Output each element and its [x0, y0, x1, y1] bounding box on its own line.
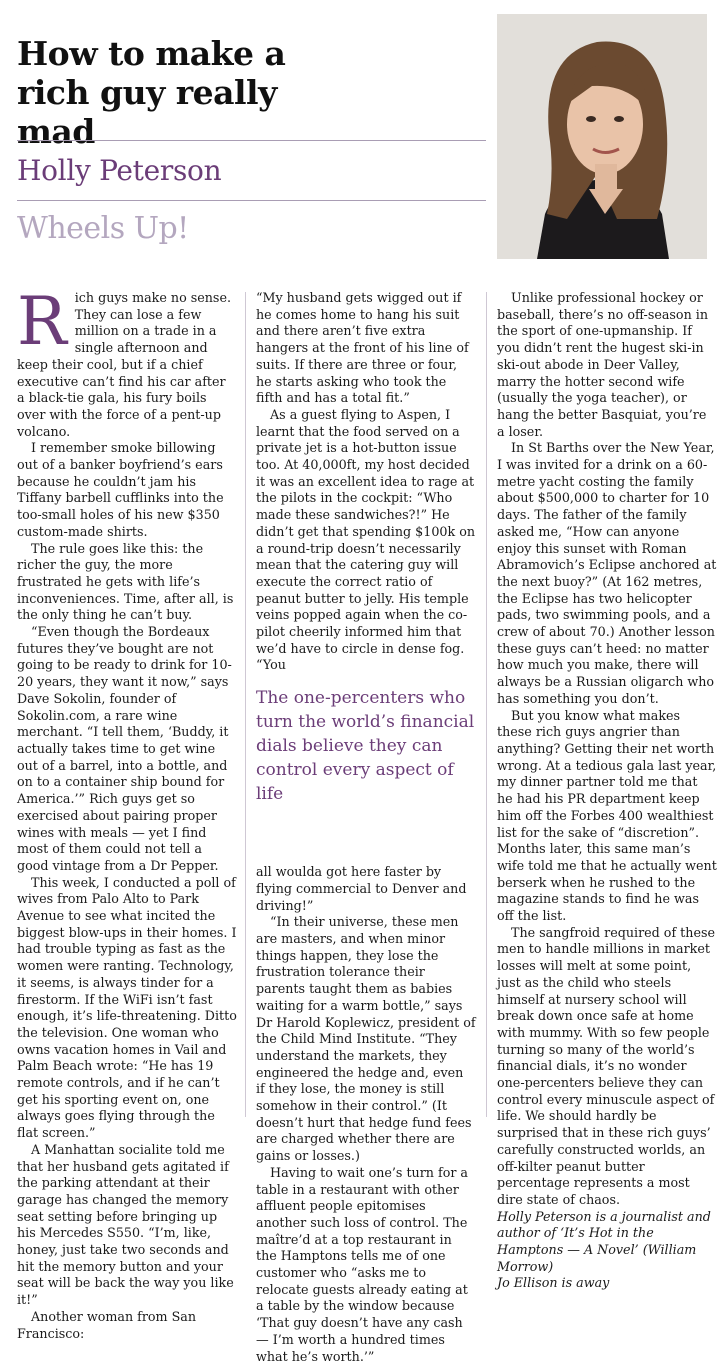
paragraph: I remember smoke billowing out of a banker boyfriend’s ears because he couldn’t jam his Tiffany barbell cufflinks into the too-small holes of his new $350 custom-made shirts.	[17, 440, 224, 539]
article-column-3	[497, 290, 717, 1292]
paragraph: In St Barths over the New Year, I was invited for a drink on a 60-metre yacht costing the family about $500,000 to charter for 10 days. The father of the family asked me, “How can anyone enjoy this sunset with Roman Abramovich’s Eclipse anchored at the next buoy?” (At 162 metres, the Eclipse has two helicopter pads, two swimming pools, and a crew of about 70.) Another lesson these guys can’t heed: no matter how much you make, there will always be a Russian oligarch who has something you don’t.	[497, 440, 717, 706]
divider	[17, 200, 486, 201]
paragraph: all woulda got here faster by flying commercial to Denver and driving!”	[256, 864, 467, 913]
away-note: Jo Ellison is away	[497, 1275, 610, 1291]
paragraph: “In their universe, these men are masters, and when minor things happen, they lose the frustration tolerance their parents taught them as babies waiting for a warm bottle,” says Dr Harold Koplewicz, president of the Child Mind Institute. “They understand the markets, they engineered the hedge and, even if they lose, the money is still somehow in their control.” (It doesn’t hurt that hedge fund fees are charged whether there are gains or losses.)	[256, 914, 476, 1164]
headline: How to make a rich guy really mad	[17, 34, 286, 151]
paragraph: As a guest flying to Aspen, I learnt that the food served on a private jet is a hot-button issue too. At 40,000ft, my host decided it was an excellent idea to rage at the pilots in the cockpit: “Who made these sandwiches?!” He didn’t get that spending $100k on a round-trip doesn’t necessarily mean that the catering guy will execute the correct ratio of peanut butter to jelly. His temple veins popped again when the co-pilot cheerily informed him that we’d have to circle in dense fog. “You	[256, 406, 476, 673]
divider	[17, 140, 486, 141]
drop-cap: R	[17, 283, 67, 360]
column-divider	[486, 292, 487, 1117]
paragraph: This week, I conducted a poll of wives from Palo Alto to Park Avenue to see what incited the biggest blow-ups in their homes. I had trouble typing as fast as the women were ranting. Technology, it seems, is always tinder for a firestorm. If the WiFi isn’t fast enough, it’s life-threatening. Ditto the television. One woman who owns vacation homes in Vail and Palm Beach wrote: “He has 19 remote controls, and if he can’t get his sporting event on, one always goes flying through the flat screen.”	[17, 874, 237, 1141]
article-column-1	[17, 283, 237, 1342]
column-divider	[245, 292, 246, 1117]
byline: Holly Peterson	[17, 154, 222, 187]
author-portrait	[497, 14, 707, 259]
pull-quote: The one-percenters who turn the world’s financial dials believe they can control every aspect of life	[256, 688, 475, 805]
paragraph: The rule goes like this: the richer the guy, the more frustrated he gets with life’s inconveniences. Time, after all, is the only thing he can’t buy.	[17, 540, 234, 623]
paragraph: Having to wait one’s turn for a table in a restaurant with other affluent people epitomises another such loss of control. The maître’d at a top restaurant in the Hamptons tells me of one customer who “asks me to relocate guests already eating at a table by the window because ‘That guy doesn’t have any cash — I’m worth a hundred times what he’s worth.’”	[256, 1164, 468, 1364]
paragraph: “Even though the Bordeaux futures they’ve bought are not going to be ready to drink for 10-20 years, they want it now,” says Dave Sokolin, founder of Sokolin.com, a rare wine merchant. “I tell them, ‘Buddy, it actually takes time to get wine out of a barrel, into a bottle, and on to a container ship bound for America.’” Rich guys get so exercised about pairing proper wines with meals — yet I find most of them could not tell a good vintage from a Dr Pepper.	[17, 624, 232, 873]
paragraph: Another woman from San Francisco:	[17, 1308, 197, 1341]
paragraph: Rich guys make no sense. They can lose a few million on a trade in a single afternoon and keep their cool, but if a chief executive can’t find his car after a black-tie gala, his fury boils over with the force of a pent-up volcano.	[17, 283, 231, 439]
column-name: Wheels Up!	[17, 211, 189, 246]
paragraph: But you know what makes these rich guys angrier than anything? Getting their net worth wrong. At a tedious gala last year, my dinner partner told me that he had his PR department keep him off the Forbes 400 wealthiest list for the sake of “discretion”. Months later, this same man’s wife told me that he actually went berserk when he rushed to the magazine stands to find he was off the list.	[497, 707, 717, 924]
portrait-illustration	[497, 14, 707, 259]
paragraph: The sangfroid required of these men to handle millions in market losses will melt at some point, just as the child who steels himself at nursery school will break down once safe at home with mummy. With so few people turning so many of the world’s financial dials, it’s no wonder one-percenters believe they can control every minuscule aspect of life. We should hardly be surprised that in these rich guys’ carefully constructed worlds, an off-kilter peanut butter percentage represents a most dire state of chaos.	[497, 924, 715, 1207]
paragraph: Unlike professional hockey or baseball, there’s no off-season in the sport of one-upmanship. If you didn’t rent the hugest ski-in ski-out abode in Deer Valley, marry the hotter second wife (usually the yoga teacher), or hang the better Basquiat, you’re a loser.	[497, 290, 708, 439]
paragraph: A Manhattan socialite told me that her husband gets agitated if the parking attendant at their garage has changed the memory seat setting before bringing up his Mercedes S550. “I’m, like, honey, just take two seconds and hit the memory button and your seat will be back the way you like it!”	[17, 1141, 234, 1308]
paragraph: “My husband gets wigged out if he comes home to hang his suit and there aren’t five extra hangers at the front of his line of suits. If there are three or four, he starts asking who took the fifth and has a total fit.”	[256, 290, 469, 406]
author-bio: Holly Peterson is a journalist and author of ‘It’s Hot in the Hamptons — A Novel’ (William Morrow)	[497, 1208, 711, 1274]
article-column-2	[256, 290, 476, 1365]
